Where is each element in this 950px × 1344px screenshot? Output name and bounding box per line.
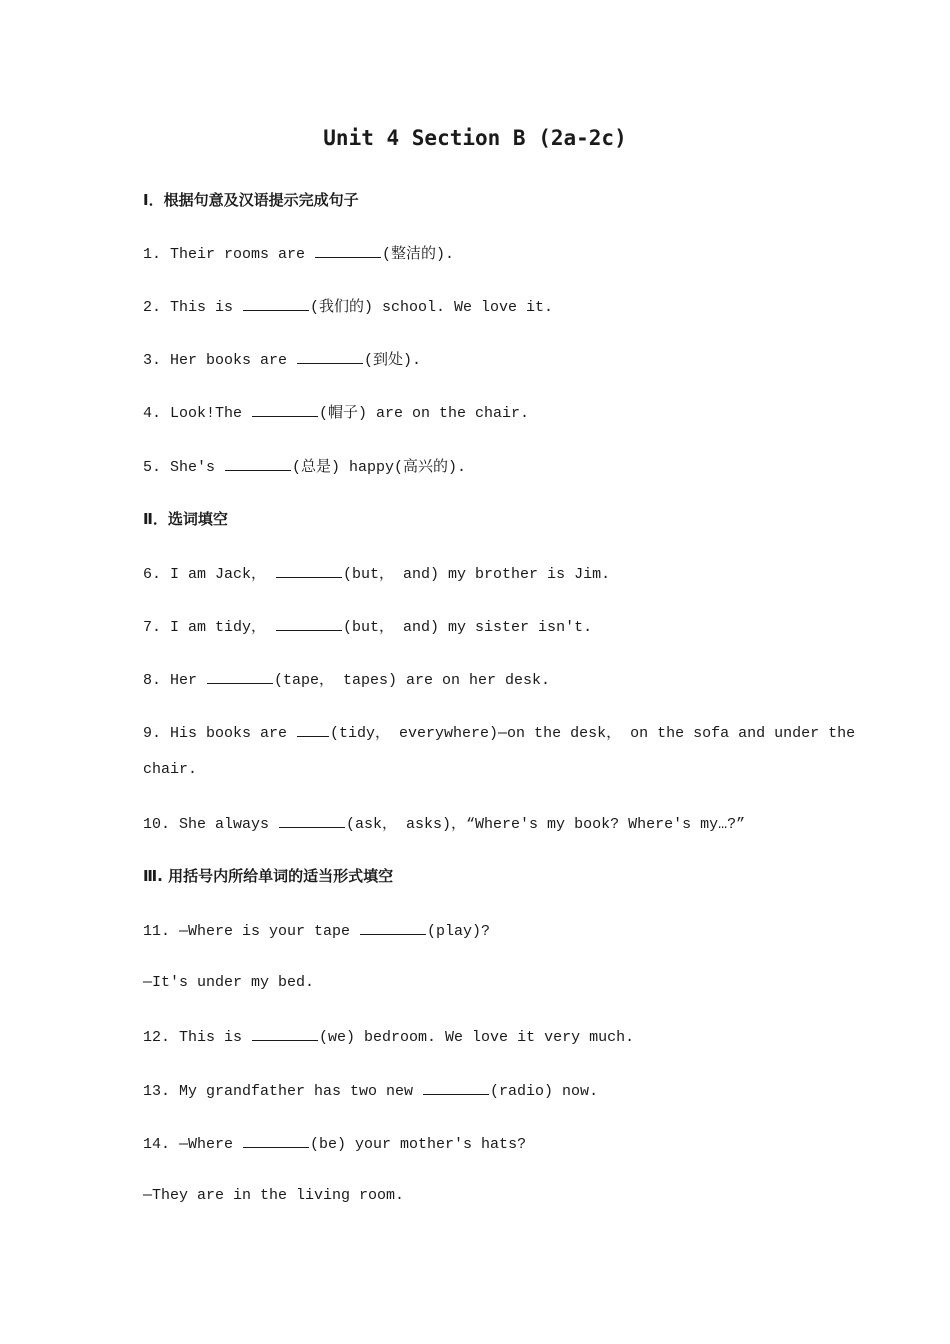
answer-blank[interactable]	[297, 349, 363, 364]
item-hint: (总是) happy(高兴的).	[292, 459, 467, 476]
item-text: 1. Their rooms are	[143, 246, 315, 263]
item-hint: (but， and) my brother is Jim.	[343, 566, 611, 583]
answer-blank[interactable]	[279, 813, 345, 828]
exercise-item	[143, 1026, 634, 1048]
item-text: 8. Her	[143, 672, 207, 689]
item-text: 7. I am tidy，	[143, 619, 276, 636]
answer-blank[interactable]	[252, 1026, 318, 1041]
exercise-item	[143, 1133, 526, 1155]
exercise-item	[143, 402, 529, 424]
item-hint: (play)?	[427, 923, 491, 940]
answer-blank[interactable]	[315, 243, 381, 258]
item-text: 9. His books are	[143, 725, 297, 742]
item-hint: (but， and) my sister isn′t.	[343, 619, 593, 636]
section-heading: Ⅲ. 用括号内所给单词的适当形式填空	[143, 867, 394, 885]
item-text: 2. This is	[143, 299, 243, 316]
exercise-item	[143, 456, 466, 478]
answer-blank[interactable]	[252, 402, 318, 417]
exercise-response: —It′s under my bed.	[143, 974, 315, 991]
answer-blank[interactable]	[297, 722, 329, 737]
answer-blank[interactable]	[243, 296, 309, 311]
exercise-item	[143, 563, 610, 585]
item-text: 13. My grandfather has two new	[143, 1083, 423, 1100]
item-hint: (be) your mother′s hats?	[310, 1136, 527, 1153]
item-text: 11. —Where is your tape	[143, 923, 360, 940]
item-hint: (ask， asks)，“Where′s my book? Where′s my…?”	[346, 816, 746, 833]
exercise-item	[143, 920, 490, 942]
exercise-item	[143, 243, 454, 265]
answer-blank[interactable]	[243, 1133, 309, 1148]
item-hint: (we) bedroom. We love it very much.	[319, 1029, 635, 1046]
page-title: Unit 4 Section B (2a-2c)	[323, 126, 627, 150]
exercise-item	[143, 669, 550, 691]
item-hint: (tidy， everywhere)—on the desk， on the sofa and under the	[330, 725, 856, 742]
exercise-item	[143, 349, 421, 371]
exercise-item	[143, 296, 553, 318]
exercise-item	[143, 813, 745, 835]
item-text: 14. —Where	[143, 1136, 243, 1153]
item-hint: (到处).	[364, 352, 422, 369]
section-heading: Ⅱ．选词填空	[143, 510, 228, 528]
item-hint: (整洁的).	[382, 246, 455, 263]
exercise-item	[143, 616, 592, 638]
item-hint: (帽子) are on the chair.	[319, 405, 530, 422]
item-text: 6. I am Jack，	[143, 566, 276, 583]
item-hint: (我们的) school. We love it.	[310, 299, 554, 316]
answer-blank[interactable]	[423, 1080, 489, 1095]
item-text: 12. This is	[143, 1029, 252, 1046]
answer-blank[interactable]	[225, 456, 291, 471]
answer-blank[interactable]	[276, 616, 342, 631]
item-hint: (tape， tapes) are on her desk.	[274, 672, 551, 689]
answer-blank[interactable]	[207, 669, 273, 684]
item-text: 5. She′s	[143, 459, 225, 476]
item-text: 3. Her books are	[143, 352, 297, 369]
exercise-item	[143, 1080, 598, 1102]
exercise-response: —They are in the living room.	[143, 1187, 405, 1204]
item-hint: (radio) now.	[490, 1083, 599, 1100]
item-text: 4. Look!The	[143, 405, 252, 422]
exercise-item	[143, 722, 855, 744]
exercise-item-continuation: chair.	[143, 761, 198, 778]
item-text: 10. She always	[143, 816, 279, 833]
answer-blank[interactable]	[360, 920, 426, 935]
answer-blank[interactable]	[276, 563, 342, 578]
section-heading: Ⅰ．根据句意及汉语提示完成句子	[143, 191, 359, 209]
